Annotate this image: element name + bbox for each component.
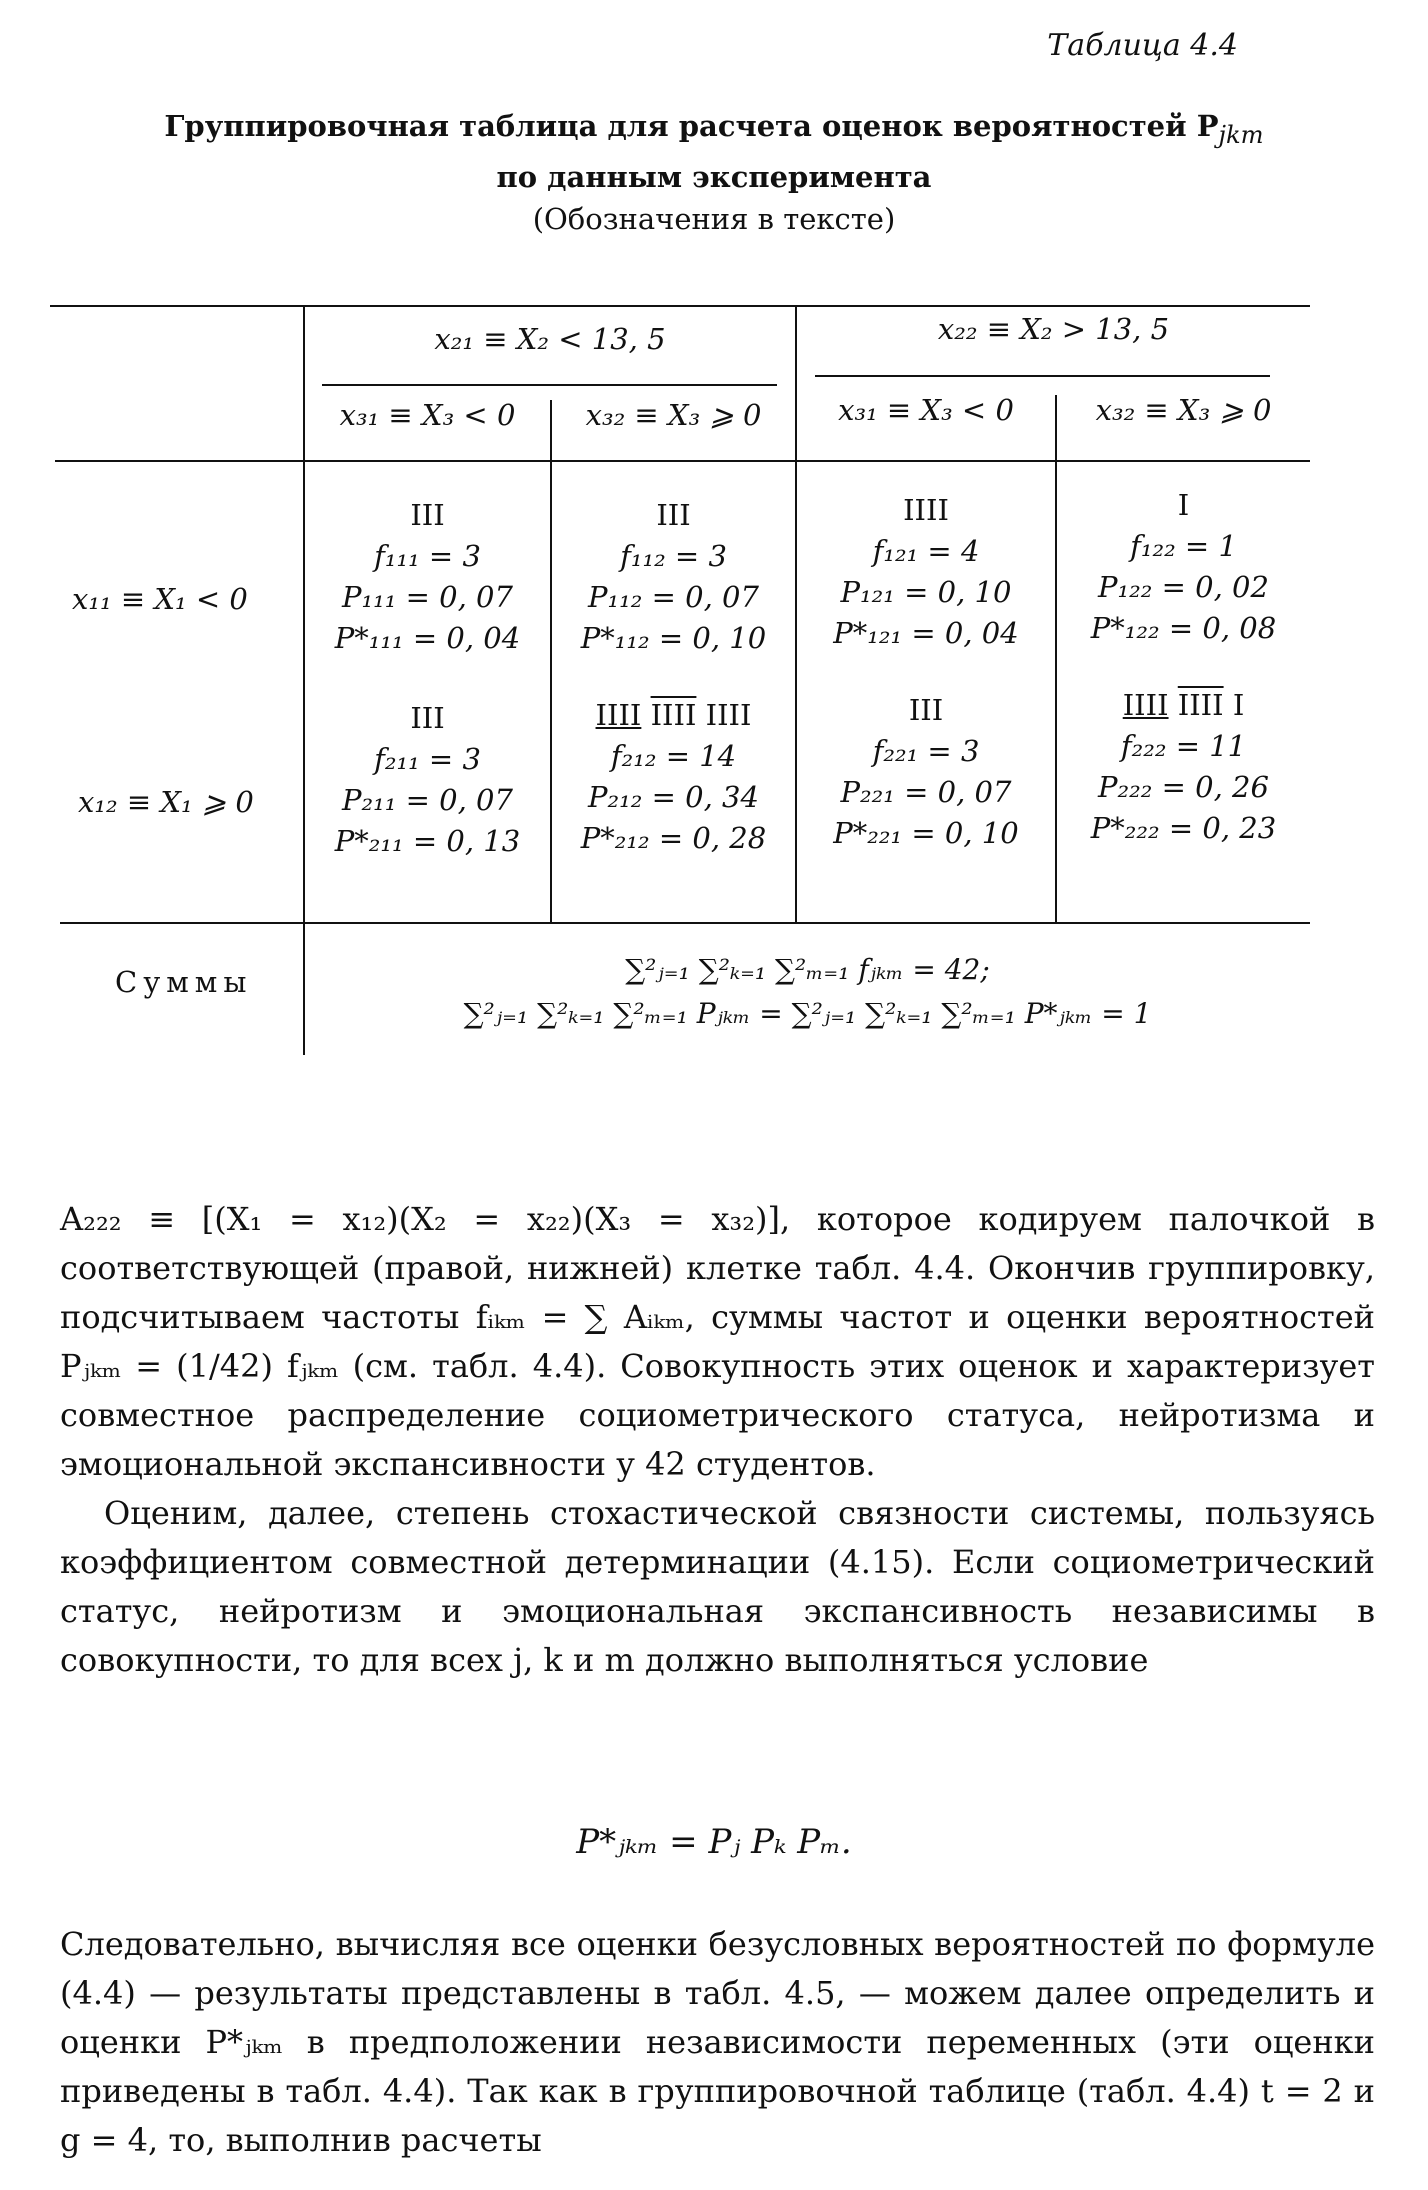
tally-marks: III: [410, 701, 445, 735]
tally-group-a: IIII: [595, 698, 642, 732]
tally-marks: [1057, 685, 1310, 726]
tally-group-b: IIII: [1177, 688, 1224, 722]
tally-group-b: IIII: [650, 698, 697, 732]
group2-underline: [815, 375, 1270, 377]
independence-formula: P*ⱼₖₘ = Pⱼ Pₖ Pₘ.: [576, 1822, 852, 1862]
body-bottom-rule: [60, 922, 1310, 924]
tally-marks: III: [410, 498, 445, 532]
sums-formulas: [305, 948, 1310, 1036]
frequency: f₂₁₁ = 3: [374, 742, 481, 776]
tally-marks: III: [908, 693, 944, 727]
frequency: f₁₂₁ = 4: [872, 534, 980, 568]
body-text: [60, 1195, 1375, 1685]
independent-probability-estimate: P*₁₂₂ = 0, 08: [1090, 611, 1277, 645]
independent-probability-estimate: P*₂₁₁ = 0, 13: [334, 824, 521, 858]
row-label-2: x₁₂ ≡ X₁ ⩾ 0: [78, 785, 254, 819]
independent-probability-estimate: P*₂₁₂ = 0, 28: [580, 821, 767, 855]
subcol-header-1: x₃₁ ≡ X₃ < 0: [339, 398, 516, 432]
paragraph-2: Оценим, далее, степень стохастической связности системы, пользуясь коэффициентом совместной детерминации (4.15). Если социометрический статус, нейротизм и эмоциональная экспансивность независимы в совокупности, то для всех j, k и m должно выполняться условие: [60, 1494, 1375, 1679]
table-cell: [1057, 485, 1310, 649]
probability-estimate: P₂₂₁ = 0, 07: [840, 775, 1012, 809]
title-line-2: по данным эксперимента: [496, 159, 932, 194]
tally-marks: III: [656, 498, 691, 532]
independent-probability-estimate: P*₁₁₁ = 0, 04: [334, 621, 521, 655]
sums-line-1: ∑²ⱼ₌₁ ∑²ₖ₌₁ ∑²ₘ₌₁ fⱼₖₘ = 42;: [625, 953, 990, 986]
frequency: f₁₁₁ = 3: [374, 539, 481, 573]
sums-label: Суммы: [115, 965, 253, 999]
frequency: f₂₁₂ = 14: [610, 739, 737, 773]
group1-underline: [322, 384, 777, 386]
probability-estimate: P₂₁₂ = 0, 34: [588, 780, 759, 814]
body-text-continued: [60, 1920, 1375, 2165]
subcol-header-2: x₃₂ ≡ X₃ ⩾ 0: [585, 398, 762, 432]
sums-line-2: ∑²ⱼ₌₁ ∑²ₖ₌₁ ∑²ₘ₌₁ Pⱼₖₘ = ∑²ⱼ₌₁ ∑²ₖ₌₁ ∑²ₘ₌₁ P*ⱼₖₘ = 1: [463, 997, 1152, 1030]
grouping-table: [0, 0, 1428, 1080]
table-number: Таблица 4.4: [1047, 28, 1238, 63]
column-group-header-1: x₂₁ ≡ X₂ < 13, 5: [434, 322, 666, 356]
independent-probability-estimate: P*₂₂₁ = 0, 10: [833, 816, 1019, 850]
table-top-rule: [50, 305, 1310, 307]
title-line-1-text: Группировочная таблица для расчета оценок вероятностей P: [164, 109, 1219, 143]
probability-estimate: P₁₁₂ = 0, 07: [588, 580, 759, 614]
table-cell: [797, 490, 1055, 654]
table-cell: [552, 695, 795, 859]
header-bottom-rule: [55, 460, 1310, 462]
probability-estimate: P₂₁₁ = 0, 07: [342, 783, 513, 817]
frequency: f₂₂₂ = 11: [1120, 729, 1247, 763]
probability-estimate: P₁₂₂ = 0, 02: [1098, 570, 1269, 604]
tally-marks: IIII: [903, 493, 949, 527]
frequency: f₁₂₂ = 1: [1130, 529, 1237, 563]
paragraph-1: A₂₂₂ ≡ [(X₁ = x₁₂)(X₂ = x₂₂)(X₃ = x₃₂)], которое кодируем палочкой в соответствующей (правой, нижней) клетке табл. 4.4. Окончив группировку, подсчитываем частоты fᵢₖₘ = ∑ Aᵢₖₘ, суммы частот и оценки вероятностей Pⱼₖₘ = (1/42) fⱼₖₘ (см. табл. 4.4). Совокупность этих оценок и характеризует совместное распределение социометрического статуса, нейротизма и эмоциональной экспансивности у 42 студентов.: [60, 1200, 1375, 1483]
table-cell: [305, 495, 550, 659]
independent-probability-estimate: P*₁₁₂ = 0, 10: [580, 621, 767, 655]
tally-marks: [552, 695, 795, 736]
paragraph-3: Следовательно, вычисляя все оценки безусловных вероятностей по формуле (4.4) — результаты представлены в табл. 4.5, — можем далее определить и оценки P*ⱼₖₘ в предположении независимости переменных (эти оценки приведены в табл. 4.4). Так как в группировочной таблице (табл. 4.4) t = 2 и g = 4, то, выполнив расчеты: [60, 1925, 1375, 2159]
tally-group-c: I: [1232, 688, 1245, 722]
probability-estimate: P₂₂₂ = 0, 26: [1098, 770, 1269, 804]
tally-marks: I: [1177, 488, 1190, 522]
subcol-header-4: x₃₂ ≡ X₃ ⩾ 0: [1095, 393, 1272, 427]
independent-probability-estimate: P*₂₂₂ = 0, 23: [1090, 811, 1277, 845]
column-group-header-2: x₂₂ ≡ X₂ > 13, 5: [937, 312, 1170, 346]
tally-group-a: IIII: [1122, 688, 1169, 722]
row-label-1: x₁₁ ≡ X₁ < 0: [72, 582, 248, 616]
title-line-1-subscript: jkm: [1218, 120, 1264, 149]
title-line-3: (Обозначения в тексте): [532, 201, 896, 236]
table-cell: [1057, 685, 1310, 849]
frequency: f₂₂₁ = 3: [872, 734, 980, 768]
tally-group-c: IIII: [705, 698, 752, 732]
table-cell: [797, 690, 1055, 854]
table-cell: [552, 495, 795, 659]
subcol-header-3: x₃₁ ≡ X₃ < 0: [838, 393, 1014, 427]
table-cell: [305, 698, 550, 862]
frequency: f₁₁₂ = 3: [620, 539, 727, 573]
independent-probability-estimate: P*₁₂₁ = 0, 04: [833, 616, 1019, 650]
probability-estimate: P₁₁₁ = 0, 07: [342, 580, 513, 614]
probability-estimate: P₁₂₁ = 0, 10: [840, 575, 1012, 609]
